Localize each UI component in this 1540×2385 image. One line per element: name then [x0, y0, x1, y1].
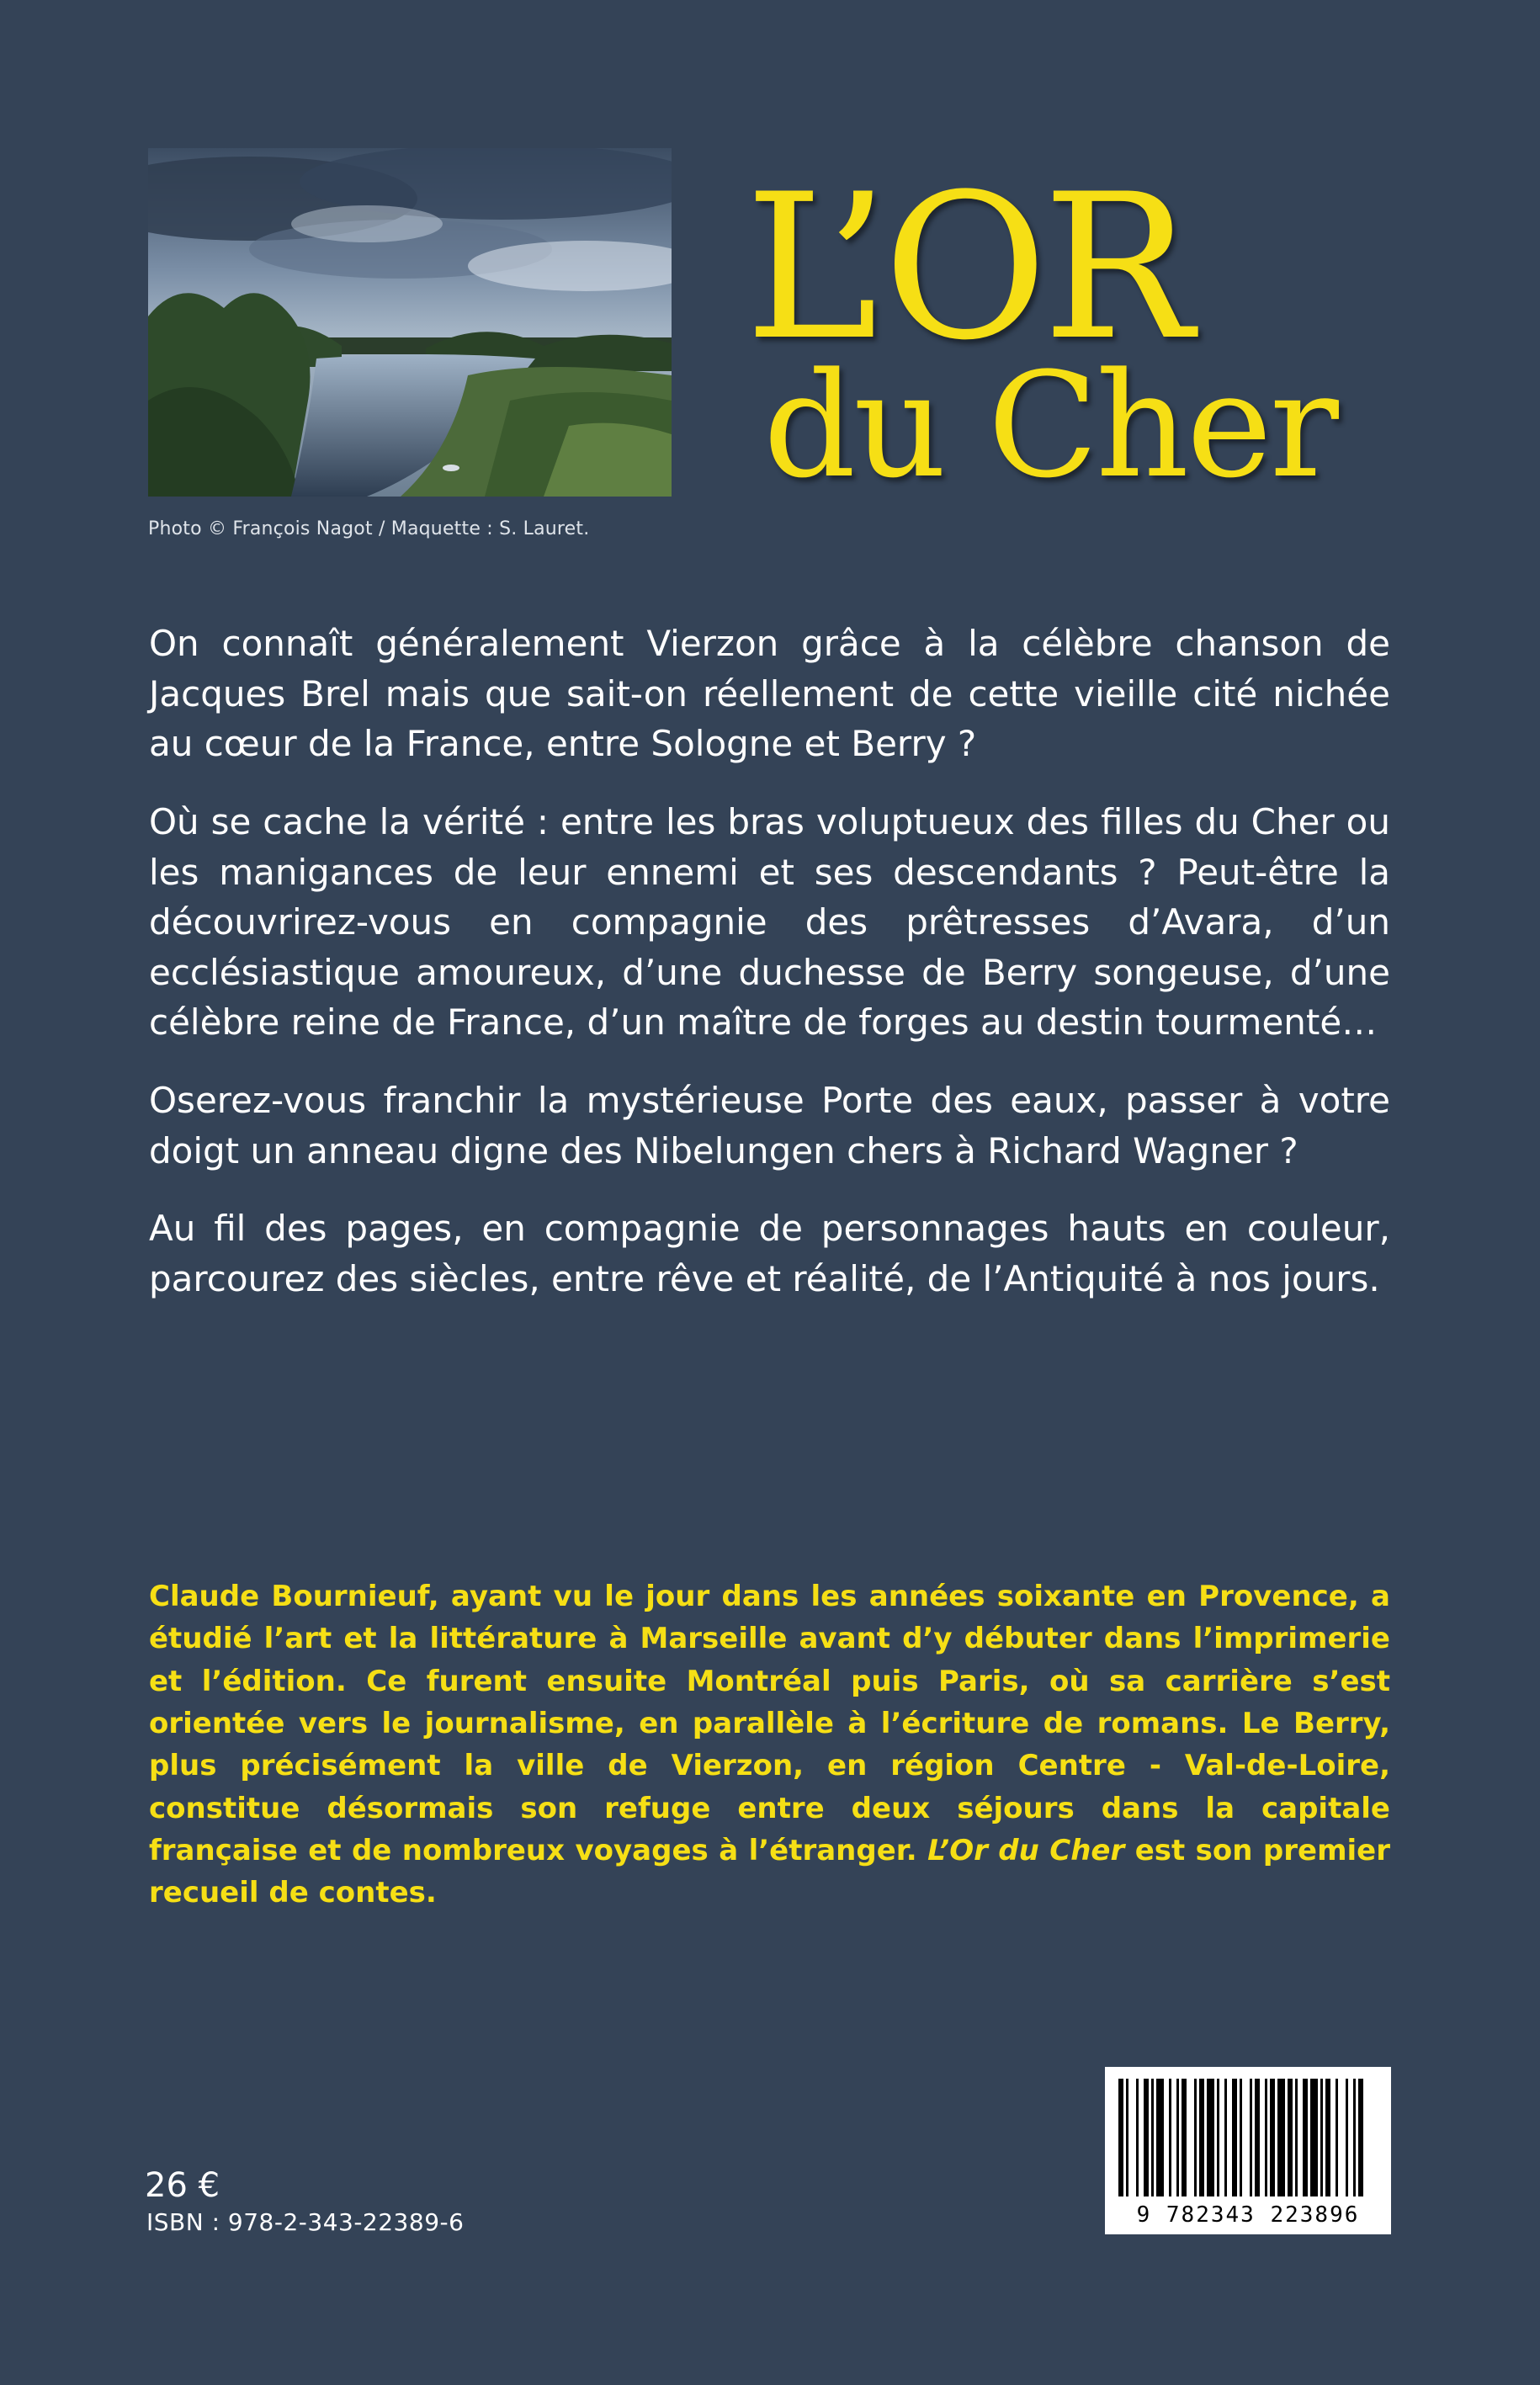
barcode-bar: [1358, 2079, 1363, 2196]
title-line-1: L’OR: [745, 151, 1188, 385]
barcode-bar: [1277, 2079, 1285, 2196]
river-landscape-image: [148, 148, 672, 497]
barcode-bar: [1240, 2079, 1242, 2196]
barcode-bar: [1303, 2079, 1308, 2196]
barcode-bar: [1295, 2079, 1298, 2196]
description-paragraph: Où se cache la vérité : entre les bras voluptueux des filles du Cher ou les manigances de leur ennemi et ses descendants ? Peut-être la découvrirez-vous en compagnie des prêtresses d’Avara, d’un ecclésiastique amoureux, d’une duchesse de Berry songeuse, d’une célèbre reine de France, d’un maître de forges au destin tourmenté…: [149, 800, 1390, 1044]
barcode-bar: [1182, 2079, 1187, 2196]
barcode-bar: [1270, 2079, 1275, 2196]
book-description: [149, 619, 1390, 1332]
barcode-bar: [1169, 2079, 1171, 2196]
barcode-bar: [1224, 2079, 1227, 2196]
barcode-bar: [1136, 2079, 1139, 2196]
barcode-bar: [1199, 2079, 1204, 2196]
description-paragraph: On connaît généralement Vierzon grâce à la célèbre chanson de Jacques Brel mais que sait-on réellement de cette vieille cité nichée au cœur de la France, entre Sologne et Berry ?: [149, 623, 1390, 765]
bio-book-title: L’Or du Cher: [927, 1833, 1125, 1867]
book-title: [745, 151, 1384, 522]
cover-photo: [148, 148, 672, 497]
barcode-number: 9 782343 223896: [1136, 2202, 1360, 2228]
barcode-bar: [1207, 2079, 1214, 2196]
barcode-bar: [1126, 2079, 1128, 2196]
barcode-bar: [1320, 2079, 1323, 2196]
price: 26 €: [145, 2166, 220, 2205]
barcode-bar: [1176, 2079, 1179, 2196]
barcode-bar: [1217, 2079, 1219, 2196]
barcode-bar: [1144, 2079, 1149, 2196]
barcode-bar: [1232, 2079, 1237, 2196]
description-paragraph: Au fil des pages, en compagnie de personnages hauts en couleur, parcourez des siècles, entre rêve et réalité, de l’Antiquité à nos jours.: [149, 1208, 1390, 1299]
barcode-bar: [1151, 2079, 1154, 2196]
isbn: ISBN : 978-2-343-22389-6: [146, 2208, 465, 2236]
barcode: [1105, 2067, 1391, 2234]
barcode-bar: [1255, 2079, 1260, 2196]
barcode-bar: [1118, 2079, 1123, 2196]
barcode-bar: [1194, 2079, 1197, 2196]
bio-text-part-2: est son premier recueil de contes.: [149, 1833, 1390, 1910]
barcode-bar: [1288, 2079, 1293, 2196]
author-bio: [149, 1575, 1390, 1915]
barcode-bar: [1336, 2079, 1338, 2196]
barcode-bar: [1265, 2079, 1267, 2196]
photo-credit: Photo © François Nagot / Maquette : S. Lauret.: [148, 518, 590, 539]
barcode-bar: [1353, 2079, 1356, 2196]
barcode-bar: [1325, 2079, 1330, 2196]
barcode-bar: [1156, 2079, 1164, 2196]
author-name: Claude Bournieuf: [149, 1580, 428, 1613]
barcode-bar: [1346, 2079, 1348, 2196]
barcode-bar: [1250, 2079, 1252, 2196]
description-paragraph: Oserez-vous franchir la mystérieuse Porte des eaux, passer à votre doigt un anneau digne des Nibelungen chers à Richard Wagner ?: [149, 1080, 1390, 1171]
title-line-2: du Cher: [763, 341, 1336, 510]
bio-text-part-1: , ayant vu le jour dans les années soixante en Provence, a étudié l’art et la littérature à Marseille avant d’y débuter dans l’imprimerie et l’édition. Ce furent ensuite Montréal puis Paris, où sa carrière s’est orientée vers le journalisme, en parallèle à l’écriture de romans. Le Berry, plus précisément la ville de Vierzon, en région Centre - Val-de-Loire, constitue désormais son refuge entre deux séjours dans la capitale française et de nombreux voyages à l’étranger.: [149, 1580, 1390, 1867]
barcode-bar: [1310, 2079, 1318, 2196]
